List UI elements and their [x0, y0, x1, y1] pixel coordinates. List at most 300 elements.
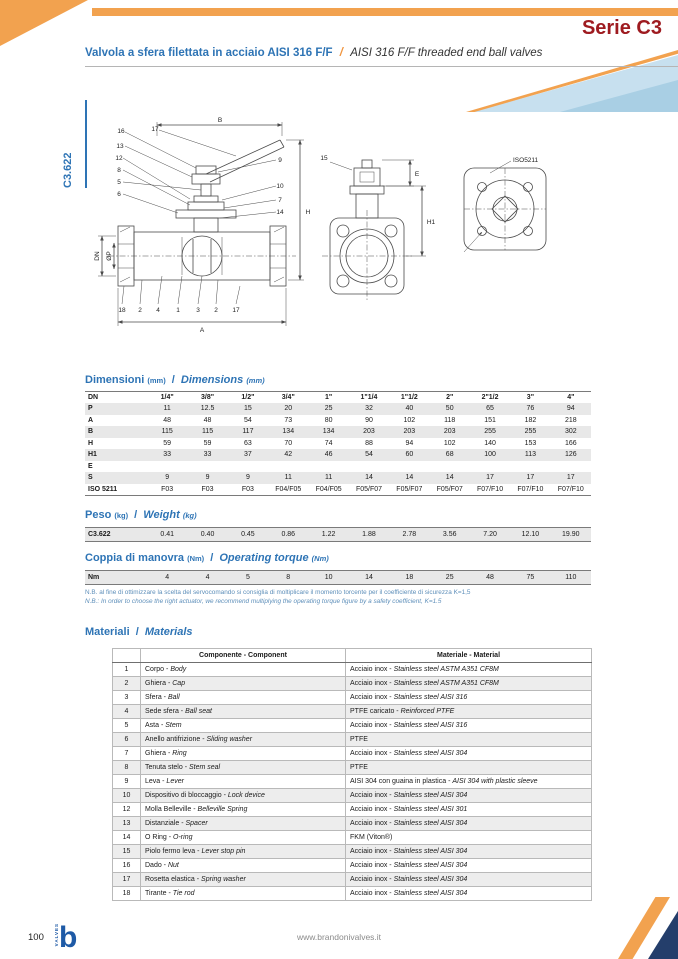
- dimensions-value: 48: [203, 416, 212, 424]
- dimensions-value: [187, 461, 227, 473]
- dimensions-heading-en: Dimensions: [180, 374, 244, 386]
- materials-component-english: Ball seat: [185, 708, 212, 715]
- dimensions-row-label: S: [88, 474, 93, 482]
- dimensions-value: 50: [445, 405, 454, 413]
- table-row: [85, 461, 591, 473]
- materials-row-number: 18: [113, 887, 141, 901]
- dimensions-value: 54: [365, 451, 373, 459]
- materials-component-cell: Ghiera - Ring: [141, 747, 346, 761]
- dim-label-h1: H1: [426, 219, 436, 226]
- dimensions-column-header: 1/4": [160, 394, 174, 401]
- dimensions-row-label: H1: [88, 451, 97, 459]
- materials-row-number: 1: [113, 663, 141, 677]
- dimensions-value: [430, 461, 470, 473]
- callout-14: 14: [276, 209, 284, 216]
- torque-table-body: [85, 571, 591, 585]
- materials-material-english: Stainless steel AISI 301: [393, 806, 468, 813]
- dimensions-value: 32: [365, 405, 373, 413]
- dimensions-value: [389, 461, 429, 473]
- dim-label-e: E: [414, 171, 420, 178]
- callout-12: 12: [115, 155, 123, 162]
- callout-16: 16: [117, 128, 125, 135]
- dimensions-value: 255: [524, 428, 537, 436]
- dimensions-heading-unit-en: (mm): [246, 376, 265, 385]
- dimensions-value: 17: [526, 474, 535, 482]
- materials-material-cell: FKM (Viton®): [346, 831, 592, 845]
- table-row: [85, 571, 591, 585]
- dimensions-column-header: 1/2": [241, 394, 255, 401]
- callout-6: 6: [117, 191, 121, 198]
- materials-table: [112, 648, 592, 901]
- torque-value: 5: [245, 574, 250, 581]
- materials-material-cell: Acciaio inox - Stainless steel AISI 304: [346, 859, 592, 873]
- dimensions-column-header: 4": [567, 394, 575, 401]
- torque-heading: [85, 552, 329, 564]
- dimensions-value: [470, 461, 510, 473]
- torque-value: 14: [365, 574, 373, 581]
- weight-row-label: C3.622: [88, 531, 111, 538]
- dimensions-value: 20: [284, 405, 293, 413]
- materials-material-cell: PTFE: [346, 733, 592, 747]
- model-code-vertical: C3.622: [62, 152, 74, 188]
- dimensions-heading-unit-it: (mm): [147, 376, 166, 385]
- materials-heading-separator: /: [135, 626, 139, 638]
- dimensions-value: 11: [163, 405, 171, 413]
- website-url: www.brandonivalves.it: [296, 932, 382, 942]
- dimensions-value: 113: [524, 451, 536, 459]
- page-title-separator: /: [339, 47, 343, 59]
- table-row: [113, 761, 592, 775]
- dimensions-value: F05/F07: [355, 485, 383, 493]
- dimensions-value: 59: [203, 439, 212, 447]
- materials-material-english: Stainless steel ASTM A351 CF8M: [393, 680, 499, 687]
- dimensions-value: 48: [163, 416, 172, 424]
- dimensions-value: 203: [403, 428, 416, 436]
- torque-heading-it: Coppia di manovra: [85, 552, 185, 564]
- materials-component-cell: Rosetta elastica - Spring washer: [141, 873, 346, 887]
- weight-heading-separator: /: [134, 509, 138, 521]
- dimensions-value: 102: [443, 439, 456, 447]
- materials-row-number: 4: [113, 705, 141, 719]
- series-title: Serie C3: [581, 17, 662, 39]
- callout-15: 15: [320, 155, 328, 162]
- dimensions-value: 134: [322, 428, 335, 436]
- materials-row-number: 14: [113, 831, 141, 845]
- dimensions-value: 100: [484, 451, 496, 459]
- dimensions-row-label: A: [88, 416, 94, 424]
- materials-heading: [85, 626, 193, 638]
- dim-label-b: B: [217, 117, 223, 124]
- materials-material-cell: Acciaio inox - Stainless steel AISI 304: [346, 845, 592, 859]
- torque-value: 110: [565, 574, 577, 581]
- materials-component-cell: Tirante - Tie rod: [141, 887, 346, 901]
- table-row: [113, 845, 592, 859]
- materials-component-english: O-ring: [173, 834, 193, 841]
- callout-8: 8: [117, 167, 121, 174]
- page-title-english: AISI 316 F/F threaded end ball valves: [350, 47, 543, 59]
- materials-component-cell: Leva - Lever: [141, 775, 346, 789]
- dimensions-value: [147, 461, 187, 473]
- materials-row-number: 16: [113, 859, 141, 873]
- dimensions-value: F07/F10: [517, 485, 544, 493]
- dim-label-h: H: [305, 209, 311, 216]
- dimensions-value: 134: [282, 428, 295, 436]
- callout-4: 4: [156, 307, 160, 314]
- dimensions-value: F03: [201, 485, 214, 493]
- dimensions-column-header: 3/4": [281, 394, 295, 401]
- table-row: [113, 873, 592, 887]
- materials-row-number: 7: [113, 747, 141, 761]
- materials-material-cell: AISI 304 con guaina in plastica - AISI 304 with plastic sleeve: [346, 775, 592, 789]
- callout-7: 7: [278, 197, 282, 204]
- weight-heading-unit-it: (kg): [114, 511, 129, 520]
- materials-component-english: Cap: [172, 680, 186, 687]
- dimensions-value: 126: [564, 451, 577, 459]
- materials-row-number: 10: [113, 789, 141, 803]
- torque-note-english: N.B.: In order to choose the right actuator, we recommend multiplying the operating torque figure by a safety coefficient, K=1.5: [85, 598, 442, 605]
- torque-value: 8: [286, 574, 291, 581]
- dimensions-value: 9: [165, 474, 170, 482]
- dimensions-value: 68: [445, 451, 454, 459]
- table-row: [113, 691, 592, 705]
- dimensions-value: 90: [365, 416, 373, 424]
- materials-component-english: Stem seal: [188, 764, 221, 771]
- dim-label-dn: DN: [94, 251, 101, 261]
- dimensions-value: 60: [405, 451, 414, 459]
- materials-material-english: Stainless steel AISI 304: [393, 862, 468, 869]
- dimensions-value: 76: [526, 405, 535, 413]
- table-row: [85, 528, 591, 542]
- dimensions-row-label: E: [88, 462, 93, 470]
- dimensions-value: [268, 461, 308, 473]
- page-number: 100: [28, 932, 44, 943]
- torque-heading-unit-it: (Nm): [187, 554, 205, 563]
- dimensions-value: 12.5: [200, 405, 215, 413]
- table-row: [113, 831, 592, 845]
- dimensions-value: F07/F10: [477, 485, 504, 493]
- table-row: [85, 484, 591, 496]
- materials-material-english: Stainless steel AISI 304: [393, 820, 468, 827]
- callout-2b: 2: [214, 307, 218, 314]
- dimensions-value: [349, 461, 389, 473]
- dimensions-value: 88: [365, 439, 373, 447]
- materials-material-english: Stainless steel AISI 304: [393, 848, 468, 855]
- callout-3: 3: [196, 307, 200, 314]
- callout-13: 13: [116, 143, 124, 150]
- dimensions-value: 46: [324, 451, 333, 459]
- dimensions-row-label: P: [88, 405, 93, 413]
- weight-value: 7.20: [483, 531, 497, 538]
- materials-component-cell: Corpo - Body: [141, 663, 346, 677]
- dimensions-value: 118: [444, 416, 456, 424]
- weight-value: 1.88: [362, 531, 376, 538]
- materials-component-english: Sliding washer: [206, 736, 253, 743]
- logo-valves-text: VALVES: [54, 922, 59, 946]
- dimensions-value: 73: [284, 416, 293, 424]
- materials-material-english: Stainless steel ASTM A351 CF8M: [393, 666, 499, 673]
- table-row: [85, 438, 591, 450]
- materials-material-cell: Acciaio inox - Stainless steel ASTM A351 CF8M: [346, 677, 592, 691]
- table-row: [113, 649, 592, 663]
- torque-heading-en: Operating torque: [219, 552, 309, 564]
- materials-row-number: 13: [113, 817, 141, 831]
- table-row: [113, 817, 592, 831]
- materials-material-cell: Acciaio inox - Stainless steel AISI 304: [346, 873, 592, 887]
- dimensions-value: 255: [484, 428, 496, 436]
- table-row: [113, 733, 592, 747]
- materials-component-english: Lock device: [227, 792, 265, 799]
- torque-note-italian: N.B. al fine di ottimizzare la scelta del servocomando si consiglia di moltiplicare il momento torcente per il coefficiente di sicurezza K=1,5: [85, 589, 471, 596]
- dimensions-value: 151: [484, 416, 496, 424]
- materials-material-english: Reinforced PTFE: [400, 708, 455, 715]
- table-row: [113, 705, 592, 719]
- dimensions-row-label: B: [88, 428, 94, 436]
- dimensions-value: 14: [445, 474, 454, 482]
- dimensions-value: 80: [324, 416, 333, 424]
- dimensions-value: F04/F05: [315, 485, 342, 493]
- materials-component-english: Nut: [167, 862, 179, 869]
- materials-component-english: Lever stop pin: [201, 848, 246, 855]
- weight-heading-en: Weight: [143, 509, 180, 521]
- dimensions-value: F07/F10: [557, 485, 584, 493]
- materials-component-cell: Sede sfera - Ball seat: [141, 705, 346, 719]
- torque-heading-separator: /: [210, 552, 214, 564]
- dim-label-a: A: [199, 327, 205, 334]
- dimensions-value: 65: [486, 405, 494, 413]
- dimensions-value: F03: [161, 485, 174, 493]
- callout-9: 9: [278, 157, 282, 164]
- materials-component-english: Stem: [165, 722, 182, 729]
- table-row: [113, 663, 592, 677]
- materials-header-material: Materiale - Material: [346, 649, 592, 663]
- torque-value: 4: [165, 574, 170, 581]
- dimensions-value: F04/F05: [275, 485, 302, 493]
- table-row: [113, 887, 592, 901]
- materials-component-english: Lever: [166, 778, 184, 785]
- dimensions-value: 14: [405, 474, 414, 482]
- dimensions-column-header: 3/8": [201, 394, 215, 401]
- materials-component-cell: Piolo fermo leva - Lever stop pin: [141, 845, 346, 859]
- dimensions-corner-label: DN: [88, 394, 99, 401]
- dimensions-value: 302: [564, 428, 577, 436]
- materials-material-cell: Acciaio inox - Stainless steel AISI 304: [346, 817, 592, 831]
- materials-heading-en: Materials: [144, 626, 193, 638]
- weight-value: 2.78: [402, 531, 417, 538]
- page-title-italian: Valvola a sfera filettata in acciaio AISI 316 F/F: [85, 47, 333, 59]
- dimensions-column-header: 3": [526, 394, 535, 401]
- dimensions-value: F03: [241, 485, 254, 493]
- dimensions-heading-it: Dimensioni: [85, 374, 145, 386]
- materials-material-english: Stainless steel AISI 316: [393, 722, 468, 729]
- dimensions-value: 203: [363, 428, 375, 436]
- dimensions-value: 33: [163, 451, 172, 459]
- dimensions-value: 115: [161, 428, 173, 436]
- weight-value: 0.86: [281, 531, 296, 538]
- materials-material-cell: Acciaio inox - Stainless steel AISI 316: [346, 719, 592, 733]
- weight-value: 0.45: [241, 531, 255, 538]
- weight-heading-unit-en: (kg): [182, 511, 197, 520]
- dimensions-value: 14: [365, 474, 373, 482]
- dimensions-value: 9: [205, 474, 210, 482]
- top-orange-bar: [92, 8, 678, 16]
- materials-component-english: Tie rod: [172, 890, 195, 897]
- dimensions-value: 11: [284, 474, 292, 482]
- materials-component-cell: Molla Belleville - Belleville Spring: [141, 803, 346, 817]
- materials-row-number: 6: [113, 733, 141, 747]
- callout-1: 1: [176, 307, 180, 314]
- dimensions-value: [228, 461, 268, 473]
- materials-material-english: Stainless steel AISI 304: [393, 890, 468, 897]
- callout-2a: 2: [138, 307, 142, 314]
- iso5211-label: ISO5211: [513, 157, 539, 164]
- technical-drawing-area: [90, 110, 570, 345]
- dimensions-value: 70: [284, 439, 293, 447]
- model-code-rule: [85, 100, 87, 188]
- corner-triangle-top-left: [0, 0, 88, 46]
- table-row: [85, 426, 591, 438]
- dimensions-heading: [85, 374, 265, 386]
- materials-row-number: 8: [113, 761, 141, 775]
- table-row: [113, 859, 592, 873]
- dimensions-value: 74: [324, 439, 333, 447]
- torque-table: [85, 570, 591, 585]
- dimensions-value: 17: [486, 474, 494, 482]
- dimensions-value: [308, 461, 348, 473]
- weight-value: 19.90: [562, 531, 580, 538]
- dimensions-value: 42: [284, 451, 293, 459]
- materials-material-english: Stainless steel AISI 304: [393, 792, 468, 799]
- materials-material-cell: Acciaio inox - Stainless steel AISI 304: [346, 789, 592, 803]
- materials-row-number: 17: [113, 873, 141, 887]
- torque-value: 75: [526, 574, 535, 581]
- dimensions-value: F05/F07: [436, 485, 463, 493]
- dimensions-value: 37: [244, 451, 252, 459]
- materials-row-number: 5: [113, 719, 141, 733]
- weight-value: 3.56: [442, 531, 457, 538]
- materials-component-cell: Sfera - Ball: [141, 691, 346, 705]
- dimensions-value: 17: [566, 474, 575, 482]
- materials-component-cell: Ghiera - Cap: [141, 677, 346, 691]
- dimensions-column-header: 2"1/2: [481, 394, 499, 401]
- dimensions-column-header: 1": [325, 394, 333, 401]
- dimensions-value: 59: [163, 439, 172, 447]
- dimensions-value: 166: [564, 439, 577, 447]
- materials-component-english: Spacer: [185, 820, 208, 827]
- dim-label-p: ØP: [106, 251, 113, 261]
- technical-drawing: [90, 110, 570, 345]
- torque-value: 4: [205, 574, 210, 581]
- materials-material-english: AISI 304 with plastic sleeve: [452, 778, 538, 785]
- materials-component-cell: Dispositivo di bloccaggio - Lock device: [141, 789, 346, 803]
- table-row: [85, 403, 591, 415]
- table-row: [113, 677, 592, 691]
- materials-component-cell: Anello antifrizione - Sliding washer: [141, 733, 346, 747]
- dimensions-value: [510, 461, 550, 473]
- dimensions-value: 140: [484, 439, 496, 447]
- weight-table: [85, 527, 591, 542]
- dimensions-value: 115: [201, 428, 214, 436]
- dimensions-value: 63: [244, 439, 252, 447]
- materials-material-cell: Acciaio inox - Stainless steel AISI 304: [346, 887, 592, 901]
- dimensions-value: 94: [566, 405, 575, 413]
- callout-18: 18: [118, 307, 126, 314]
- weight-value: 1.22: [321, 531, 336, 538]
- torque-value: 25: [445, 574, 454, 581]
- materials-row-number: 2: [113, 677, 141, 691]
- table-row: [113, 719, 592, 733]
- materials-component-cell: O Ring - O-ring: [141, 831, 346, 845]
- materials-component-english: Belleville Spring: [197, 806, 248, 813]
- dimensions-column-header: 2": [446, 394, 454, 401]
- torque-value: 48: [486, 574, 494, 581]
- weight-value: 0.41: [160, 531, 174, 538]
- materials-material-cell: Acciaio inox - Stainless steel AISI 304: [346, 747, 592, 761]
- materials-component-cell: Asta - Stem: [141, 719, 346, 733]
- weight-value: 0.40: [200, 531, 215, 538]
- dimensions-value: 94: [405, 439, 414, 447]
- materials-material-cell: PTFE caricato - Reinforced PTFE: [346, 705, 592, 719]
- materials-component-cell: Dado - Nut: [141, 859, 346, 873]
- callout-5: 5: [117, 179, 121, 186]
- materials-component-cell: Distanziale - Spacer: [141, 817, 346, 831]
- dimensions-table-body: [85, 392, 591, 496]
- materials-material-cell: Acciaio inox - Stainless steel ASTM A351 CF8M: [346, 663, 592, 677]
- table-row: [113, 775, 592, 789]
- table-row: [85, 472, 591, 484]
- materials-row-number: 12: [113, 803, 141, 817]
- table-row: [85, 449, 591, 461]
- table-row: [85, 415, 591, 427]
- torque-value: 10: [324, 574, 333, 581]
- materials-heading-it: Materiali: [85, 626, 130, 638]
- callout-17-top: 17: [151, 126, 159, 133]
- torque-row-label: Nm: [88, 574, 100, 581]
- dimensions-value: 218: [564, 416, 577, 424]
- materials-component-english: Ball: [167, 694, 180, 701]
- materials-material-english: Stainless steel AISI 304: [393, 750, 468, 757]
- dimensions-value: [551, 461, 591, 473]
- materials-row-number: 15: [113, 845, 141, 859]
- dimensions-value: 25: [324, 405, 333, 413]
- torque-value: 18: [405, 574, 414, 581]
- dimensions-row-label: ISO 5211: [88, 485, 118, 493]
- materials-component-english: Ring: [172, 750, 187, 757]
- dimensions-value: 54: [244, 416, 252, 424]
- dimensions-value: 182: [524, 416, 537, 424]
- table-row: [113, 789, 592, 803]
- torque-heading-unit-en: (Nm): [311, 554, 329, 563]
- dimensions-value: 15: [244, 405, 252, 413]
- table-row: [113, 803, 592, 817]
- dimensions-value: F05/F07: [396, 485, 423, 493]
- weight-heading-it: Peso: [85, 509, 112, 521]
- dimensions-column-header: 1"1/2: [400, 394, 418, 401]
- dimensions-value: 102: [403, 416, 416, 424]
- materials-material-cell: Acciaio inox - Stainless steel AISI 301: [346, 803, 592, 817]
- dimensions-table: [85, 391, 591, 496]
- dimensions-value: 203: [443, 428, 456, 436]
- dimensions-value: 40: [405, 405, 414, 413]
- dimensions-row-label: H: [88, 439, 94, 447]
- materials-material-cell: PTFE: [346, 761, 592, 775]
- materials-component-english: Body: [170, 666, 187, 673]
- dimensions-value: 33: [203, 451, 212, 459]
- weight-table-body: [85, 528, 591, 542]
- weight-heading: [85, 509, 197, 521]
- dimensions-value: 117: [242, 428, 254, 436]
- weight-value: 12.10: [521, 531, 540, 538]
- materials-component-cell: Tenuta stelo - Stem seal: [141, 761, 346, 775]
